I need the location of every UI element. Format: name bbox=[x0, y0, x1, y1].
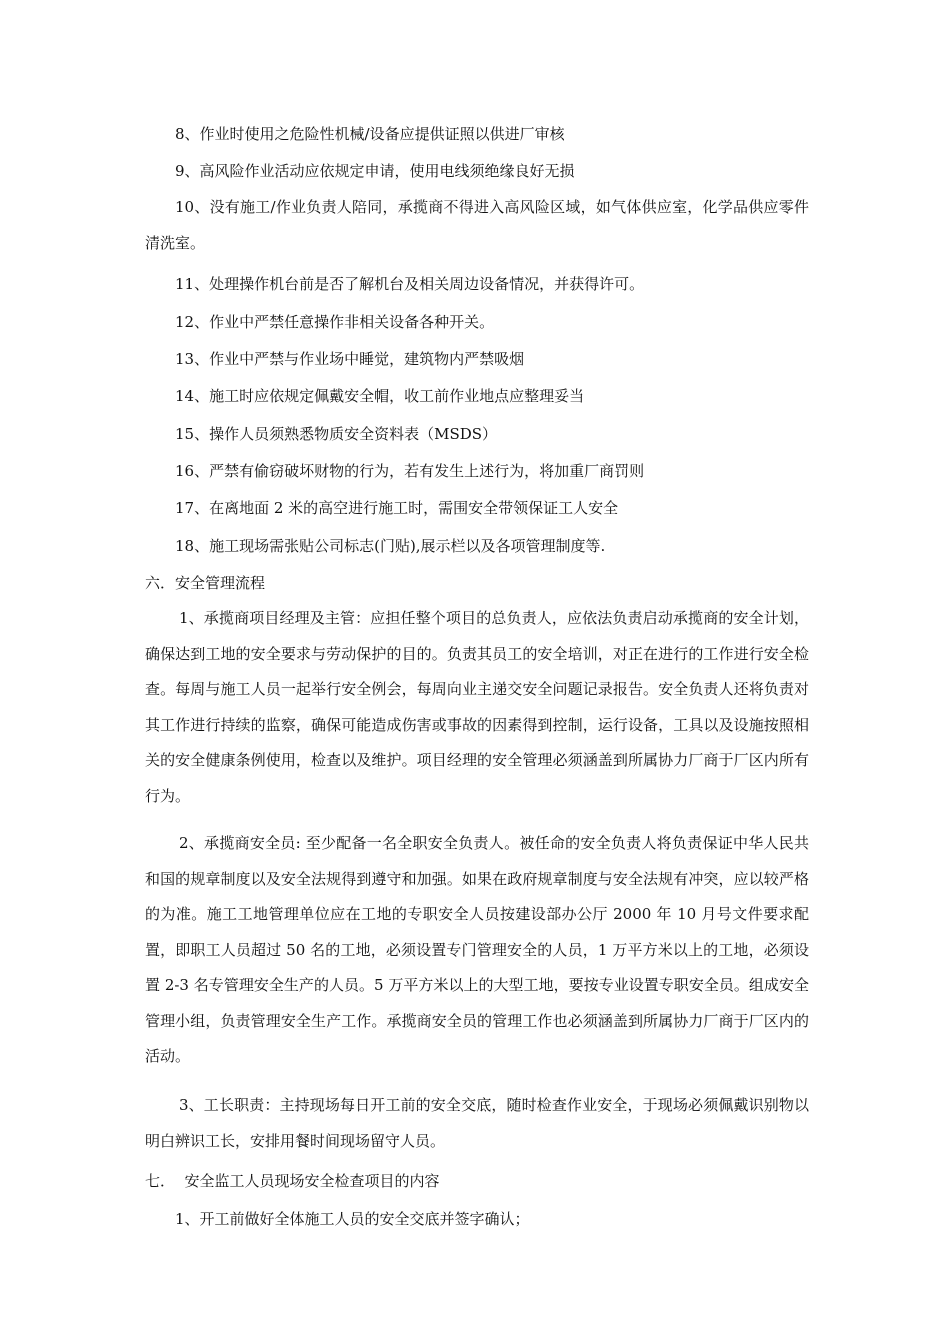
rule-item-9: 9、高风险作业活动应依规定申请，使用电线须绝缘良好无损 bbox=[175, 162, 575, 180]
section-6-heading: 六．安全管理流程 bbox=[145, 574, 266, 592]
section-6-paragraph-1: 1、承揽商项目经理及主管：应担任整个项目的总负责人，应依法负责启动承揽商的安全计划，确保达到工地的安全要求与劳动保护的目的。负责其员工的安全培训，对正在进行的工作进行安全检查。每周与施工人员一起举行安全例会，每周向业主递交安全问题记录报告。安全负责人还将负责对其工作进行持续的监察，确保可能造成伤害或事故的因素得到控制，运行设备，工具以及设施按照相关的安全健康条例使用，检查以及维护。项目经理的安全管理必须涵盖到所属协力厂商于厂区内所有行为。 bbox=[145, 609, 809, 805]
rule-item-18: 18、施工现场需张贴公司标志(门贴),展示栏以及各项管理制度等. bbox=[175, 537, 606, 555]
rule-item-11: 11、处理操作机台前是否了解机台及相关周边设备情况，并获得许可。 bbox=[175, 275, 645, 293]
rule-item-16: 16、严禁有偷窃破坏财物的行为，若有发生上述行为，将加重厂商罚则 bbox=[175, 462, 645, 480]
section-6-paragraph-3: 3、工长职责：主持现场每日开工前的安全交底，随时检查作业安全，于现场必须佩戴识别物以明白辨识工长，安排用餐时间现场留守人员。 bbox=[145, 1096, 809, 1150]
rule-item-17: 17、在离地面 2 米的高空进行施工时，需围安全带领保证工人安全 bbox=[175, 499, 619, 517]
rule-item-13: 13、作业中严禁与作业场中睡觉，建筑物内严禁吸烟 bbox=[175, 350, 525, 368]
section-6-paragraph-2: 2、承揽商安全员: 至少配备一名全职安全负责人。被任命的安全负责人将负责保证中华人民共和国的规章制度以及安全法规得到遵守和加强。如果在政府规章制度与安全法规有冲突，应以较严格的为准。施工工地管理单位应在工地的专职安全人员按建设部办公厅 2000 年 10 月号文件要求配置，即职工人员超过 50 名的工地，必须设置专门管理安全的人员，1 万平方米以上的工地，必须设置 2-3 名专管理安全生产的人员。5 万平方米以上的大型工地，要按专业设置专职安全员。组成安全管理小组，负责管理安全生产工作。承揽商安全员的管理工作也必须涵盖到所属协力厂商于厂区内的活动。 bbox=[145, 834, 809, 1065]
section-7-heading: 七． 安全监工人员现场安全检查项目的内容 bbox=[145, 1172, 440, 1190]
section-7-item-1: 1、开工前做好全体施工人员的安全交底并签字确认； bbox=[175, 1210, 530, 1228]
rule-item-12: 12、作业中严禁任意操作非相关设备各种开关。 bbox=[175, 313, 495, 331]
rule-item-8: 8、作业时使用之危险性机械/设备应提供证照以供进厂审核 bbox=[175, 125, 565, 143]
rule-item-10: 10、没有施工/作业负责人陪同，承揽商不得进入高风险区域，如气体供应室，化学品供应零件清洗室。 bbox=[145, 198, 809, 252]
rule-item-15: 15、操作人员须熟悉物质安全资料表（MSDS） bbox=[175, 425, 498, 443]
rule-item-14: 14、施工时应依规定佩戴安全帽，收工前作业地点应整理妥当 bbox=[175, 387, 585, 405]
